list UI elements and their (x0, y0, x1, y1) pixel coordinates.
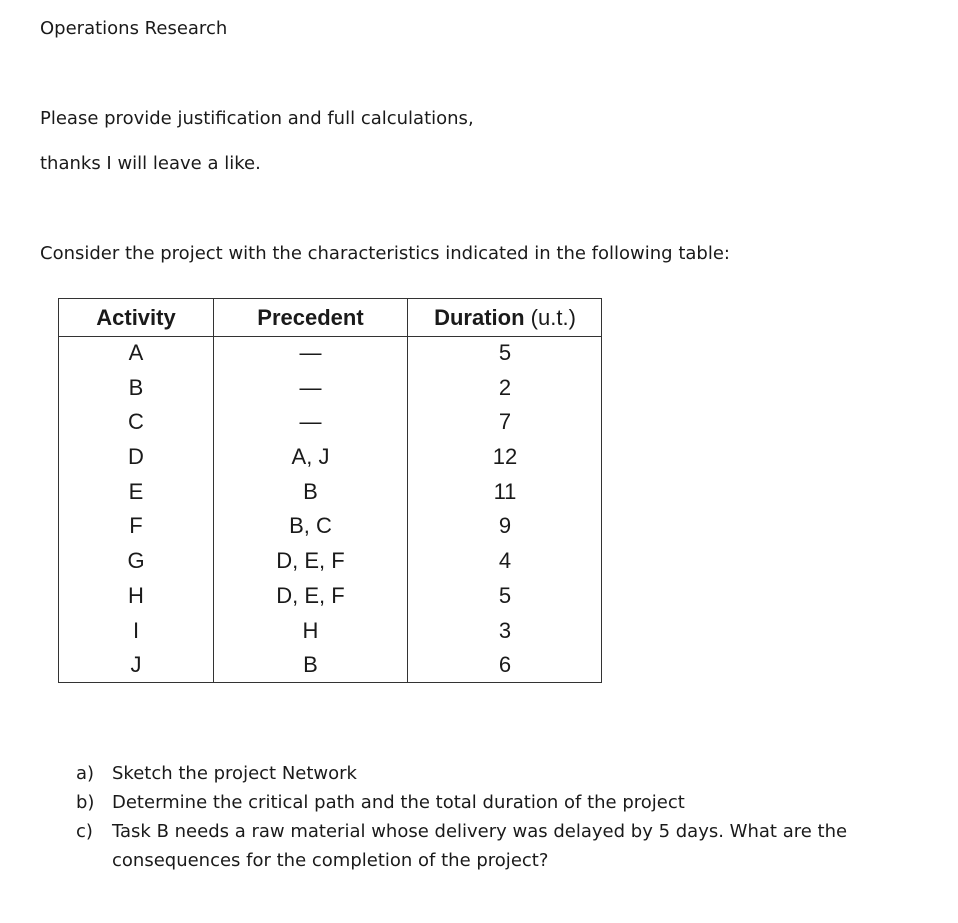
duration-cell: 6 (498, 652, 512, 678)
activity-cell: C (128, 409, 144, 435)
intro-text: Consider the project with the characteristics indicated in the following table: (40, 243, 730, 264)
duration-cell: 7 (498, 409, 512, 435)
precedent-cell: — (299, 409, 322, 435)
activity-cell: J (130, 652, 142, 678)
question-b-text: Determine the critical path and the total duration of the project (112, 792, 685, 813)
activity-cell: E (128, 478, 144, 504)
question-b-label: b) (76, 792, 95, 813)
duration-cell: 4 (498, 548, 512, 574)
duration-cell: 11 (493, 478, 517, 504)
activity-cell: A (128, 340, 144, 365)
duration-cell: 5 (498, 340, 512, 365)
precedent-cell: A, J (291, 444, 330, 470)
precedent-cell: D, E, F (276, 548, 345, 574)
document-title: Operations Research (40, 18, 228, 39)
duration-cell: 12 (492, 444, 518, 470)
activity-cell: G (127, 548, 145, 574)
activity-cell: D (128, 444, 144, 470)
question-c-text-line1: Task B needs a raw material whose delivery was delayed by 5 days. What are the (112, 821, 848, 842)
header-duration-label: Duration (434, 305, 525, 330)
question-a-label: a) (76, 763, 95, 784)
duration-column (408, 336, 602, 683)
precedent-cell: — (299, 374, 322, 400)
question-b (76, 788, 685, 817)
duration-cell: 5 (498, 582, 512, 608)
activity-cell: F (129, 513, 143, 539)
precedent-cell: B (303, 652, 318, 678)
activity-cell: H (128, 582, 144, 608)
precedent-cell: D, E, F (276, 582, 345, 608)
precedent-cell: — (299, 340, 322, 365)
activity-table (58, 298, 602, 683)
header-precedent: Precedent (257, 305, 364, 330)
activity-cell: I (132, 617, 140, 643)
question-a-text: Sketch the project Network (112, 763, 357, 784)
precedent-cell: H (302, 617, 319, 643)
question-c-label: c) (76, 821, 93, 842)
duration-cell: 9 (498, 513, 512, 539)
request-line-2: thanks I will leave a like. (40, 153, 261, 174)
header-duration (408, 299, 602, 336)
header-duration-unit: (u.t.) (530, 305, 576, 330)
precedent-column (214, 336, 407, 683)
duration-cell: 3 (498, 617, 512, 643)
header-activity: Activity (96, 305, 176, 330)
question-c-continuation: consequences for the completion of the project? (112, 850, 549, 871)
precedent-cell: B, C (289, 513, 332, 539)
duration-cell: 2 (498, 374, 512, 400)
precedent-cell: B (303, 478, 318, 504)
question-a (76, 759, 357, 788)
request-line-1: Please provide justification and full calculations, (40, 108, 474, 129)
activity-cell: B (128, 374, 144, 400)
question-c (76, 817, 847, 846)
activity-column (59, 336, 213, 683)
